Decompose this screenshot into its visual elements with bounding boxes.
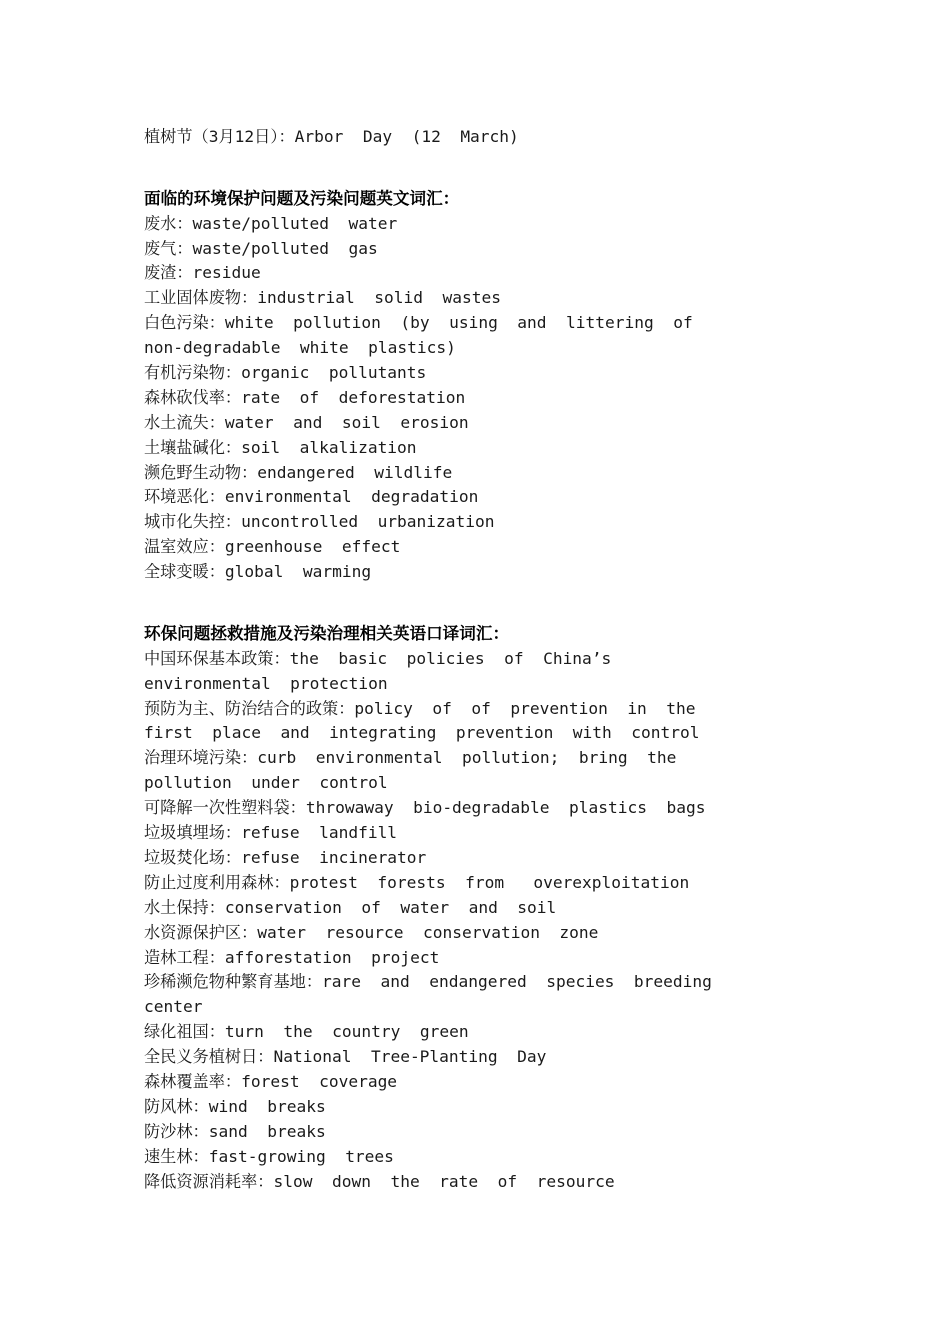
vocab-line: 治理环境污染：curb environmental pollution; bring the	[144, 748, 677, 768]
vocab-line: 土壤盐碱化：soil alkalization	[144, 437, 417, 457]
vocab-line: 全民义务植树日：National Tree-Planting Day	[144, 1047, 547, 1067]
vocab-line: 防止过度利用森林：protest forests from overexploitation	[144, 872, 690, 892]
vocab-line: non-degradable white plastics)	[144, 338, 456, 358]
vocab-line: 温室效应：greenhouse effect	[144, 537, 401, 557]
vocab-line: 防风林：wind breaks	[144, 1096, 326, 1116]
vocab-line: first place and integrating prevention with control	[144, 723, 700, 743]
document-body	[144, 125, 824, 1194]
vocab-line: 速生林：fast-growing trees	[144, 1146, 394, 1166]
vocab-line: 废渣：residue	[144, 263, 261, 283]
section-heading-measures: 环保问题拯救措施及污染治理相关英语口译词汇：	[144, 623, 510, 643]
vocab-line: 降低资源消耗率：slow down the rate of resource	[144, 1171, 615, 1191]
vocab-line: 濒危野生动物：endangered wildlife	[144, 462, 453, 482]
vocab-line: 水土流失：water and soil erosion	[144, 412, 469, 432]
vocab-line: 绿化祖国：turn the country green	[144, 1022, 469, 1042]
vocab-line: 森林砍伐率：rate of deforestation	[144, 387, 466, 407]
vocab-line: environmental protection	[144, 673, 388, 693]
vocab-line: 水土保持：conservation of water and soil	[144, 897, 557, 917]
section-measures-list	[144, 647, 824, 1195]
vocab-line: 城市化失控：uncontrolled urbanization	[144, 512, 495, 532]
section-heading-problems: 面临的环境保护问题及污染问题英文词汇：	[144, 188, 460, 208]
spacer	[144, 610, 824, 622]
vocab-line: 工业固体废物：industrial solid wastes	[144, 288, 501, 308]
vocab-line: 中国环保基本政策：the basic policies of China’s	[144, 648, 612, 668]
vocab-line: 废水：waste/polluted water	[144, 213, 398, 233]
vocab-line: pollution under control	[144, 773, 388, 793]
spacer	[144, 175, 824, 187]
vocab-line: 有机污染物：organic pollutants	[144, 363, 427, 383]
vocab-line: 废气：waste/polluted gas	[144, 238, 378, 258]
vocab-line: 水资源保护区：water resource conservation zone	[144, 922, 599, 942]
vocab-line: 防沙林：sand breaks	[144, 1121, 326, 1141]
vocab-line: 环境恶化：environmental degradation	[144, 487, 479, 507]
section-problems-list	[144, 212, 824, 585]
vocab-line: 造林工程：afforestation project	[144, 947, 440, 967]
vocab-line: 垃圾填埋场：refuse landfill	[144, 823, 398, 843]
vocab-line: 森林覆盖率：forest coverage	[144, 1071, 398, 1091]
spacer	[144, 150, 824, 175]
vocab-line: 珍稀濒危物种繁育基地：rare and endangered species breeding	[144, 972, 712, 992]
vocab-line: 预防为主、防治结合的政策：policy of of prevention in the	[144, 698, 696, 718]
vocab-line: 可降解一次性塑料袋：throwaway bio-degradable plastics bags	[144, 798, 706, 818]
vocab-line: 全球变暖：global warming	[144, 562, 372, 582]
vocab-line: 白色污染：white pollution (by using and littering of	[144, 313, 693, 333]
vocab-line: 垃圾焚化场：refuse incinerator	[144, 847, 427, 867]
arbor-day-line: 植树节（3月12日）：Arbor Day (12 March)	[144, 127, 519, 146]
vocab-line: center	[144, 997, 203, 1017]
spacer	[144, 585, 824, 610]
